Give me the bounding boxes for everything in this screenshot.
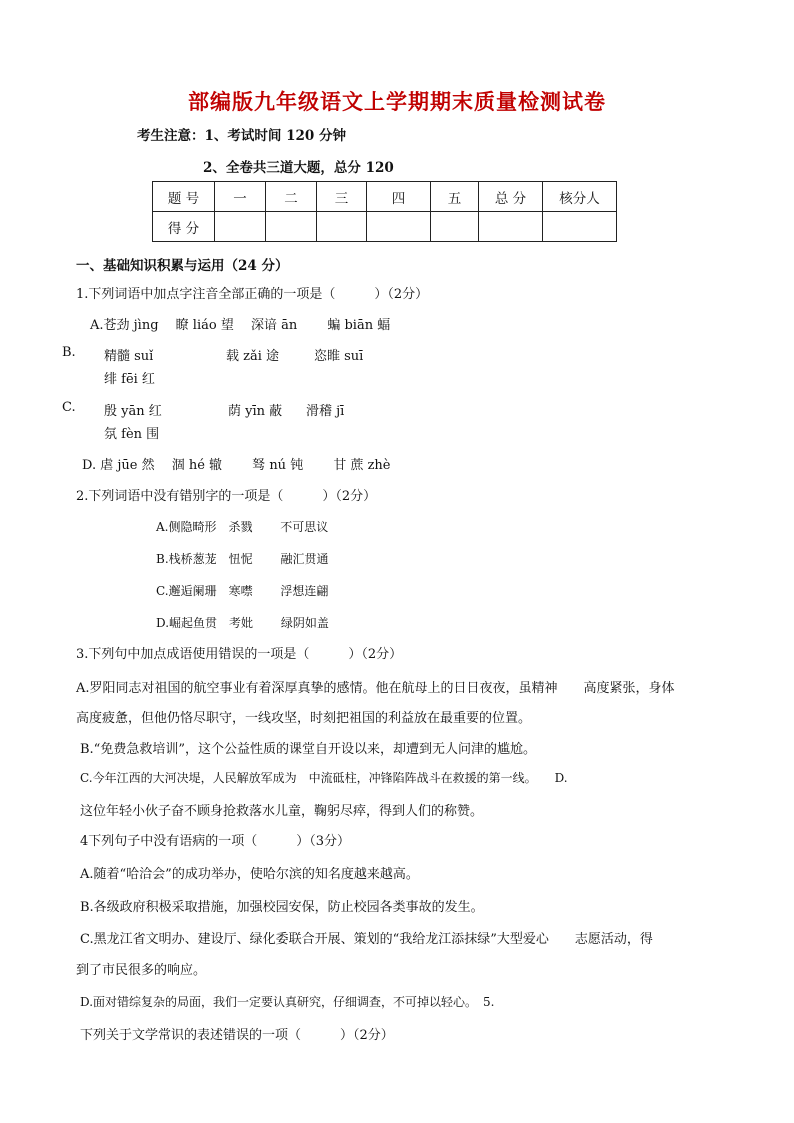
score-cell: 四 [367,182,431,212]
question-2-option-d: D.崛起鱼贯 考妣 绿阴如盖 [156,616,329,630]
question-4-option-d: D.面对错综复杂的局面，我们一定要认真研究，仔细调查，不可掉以轻心。 5. [80,995,495,1009]
question-1-option-b-word: 恣睢 suī [314,349,364,364]
question-1-option-b-word: 载 zǎi 途 [226,349,280,364]
question-1-option-b-word: 精髓 suǐ [104,349,154,364]
question-2-stem: 2.下列词语中没有错别字的一项是（ ）（2分） [76,489,377,504]
question-3-option-d: 这位年轻小伙子奋不顾身抢救落水儿童，鞠躬尽瘁，得到人们的称赞。 [80,804,484,819]
score-input-cell[interactable] [479,212,543,242]
score-cell-label: 得 分 [153,212,215,242]
question-3-option-a-line1: A.罗阳同志对祖国的航空事业有着深厚真挚的感情。他在航母上的日日夜夜，虽精神 高度紧张，身体 [76,681,675,696]
question-4-option-a: A.随着“哈洽会”的成功举办，使哈尔滨的知名度越来越高。 [80,867,419,882]
question-3-option-c: C.今年江西的大河决堤，人民解放军成为 中流砥柱，冲锋陷阵战斗在救援的第一线。 D. [80,771,568,785]
score-cell: 核分人 [543,182,617,212]
score-cell: 一 [215,182,266,212]
score-input-cell[interactable] [431,212,479,242]
question-2-option-b: B.栈桥葱茏 忸怩 融汇贯通 [156,552,329,566]
section-heading: 一、基础知识积累与运用（24 分） [76,258,289,274]
score-input-cell[interactable] [317,212,367,242]
score-cell: 五 [431,182,479,212]
question-4-option-c-line1: C.黑龙江省文明办、建设厅、绿化委联合开展、策划的“我给龙江添抹绿”大型爱心 志愿活动，得 [80,932,653,947]
score-cell: 总 分 [479,182,543,212]
question-1-option-c-word: 荫 yīn 蔽 [228,404,283,419]
score-table-header-row [153,182,617,212]
score-table [152,181,617,242]
question-1-option-c-word: 殷 yān 红 [104,404,162,419]
score-input-cell[interactable] [266,212,317,242]
question-1-stem: 1.下列词语中加点字注音全部正确的一项是（ ）（2分） [76,287,429,302]
score-table-score-row [153,212,617,242]
question-4-stem: 4下列句子中没有语病的一项（ ）（3分） [80,834,351,849]
question-1-option-a: A.苍劲 jìng 瞭 liáo 望 深谙 ān 蝙 biān 蝠 [90,318,391,333]
score-input-cell[interactable] [215,212,266,242]
question-3-option-b: B.“免费急救培训”，这个公益性质的课堂自开设以来，却遭到无人问津的尴尬。 [80,742,536,757]
score-cell: 二 [266,182,317,212]
question-2-option-a: A.侧隐畸形 杀戮 不可思议 [156,520,329,534]
question-3-option-a-line2: 高度疲惫，但他仍恪尽职守，一线攻坚，时刻把祖国的利益放在最重要的位置。 [76,711,532,726]
exam-notice-1: 考生注意：1、考试时间 120 分钟 [137,128,346,144]
page-title: 部编版九年级语文上学期期末质量检测试卷 [188,90,606,114]
score-cell-label: 题 号 [153,182,215,212]
score-cell: 三 [317,182,367,212]
question-2-option-c: C.邂逅阑珊 寒噤 浮想连翩 [156,584,329,598]
question-3-stem: 3.下列句中加点成语使用错误的一项是（ ）（2分） [76,647,403,662]
exam-notice-2: 2、全卷共三道大题，总分 120 [203,160,394,176]
question-1-option-c-word: 氛 fèn 围 [104,427,160,442]
question-5-stem: 下列关于文学常识的表述错误的一项（ ）（2分） [80,1028,394,1043]
question-1-option-d: D. 虐 jūe 然 涸 hé 辙 驽 nú 钝 甘 蔗 zhè [82,458,391,473]
question-1-option-b-label: B. [62,345,76,360]
question-1-option-c-label: C. [62,400,76,415]
score-input-cell[interactable] [543,212,617,242]
question-1-option-c-word: 滑稽 jī [306,404,345,419]
score-input-cell[interactable] [367,212,431,242]
question-4-option-c-line2: 到了市民很多的响应。 [76,963,207,978]
question-4-option-b: B.各级政府积极采取措施，加强校园安保，防止校园各类事故的发生。 [80,900,484,915]
question-1-option-b-word: 绯 fēi 红 [104,372,155,387]
